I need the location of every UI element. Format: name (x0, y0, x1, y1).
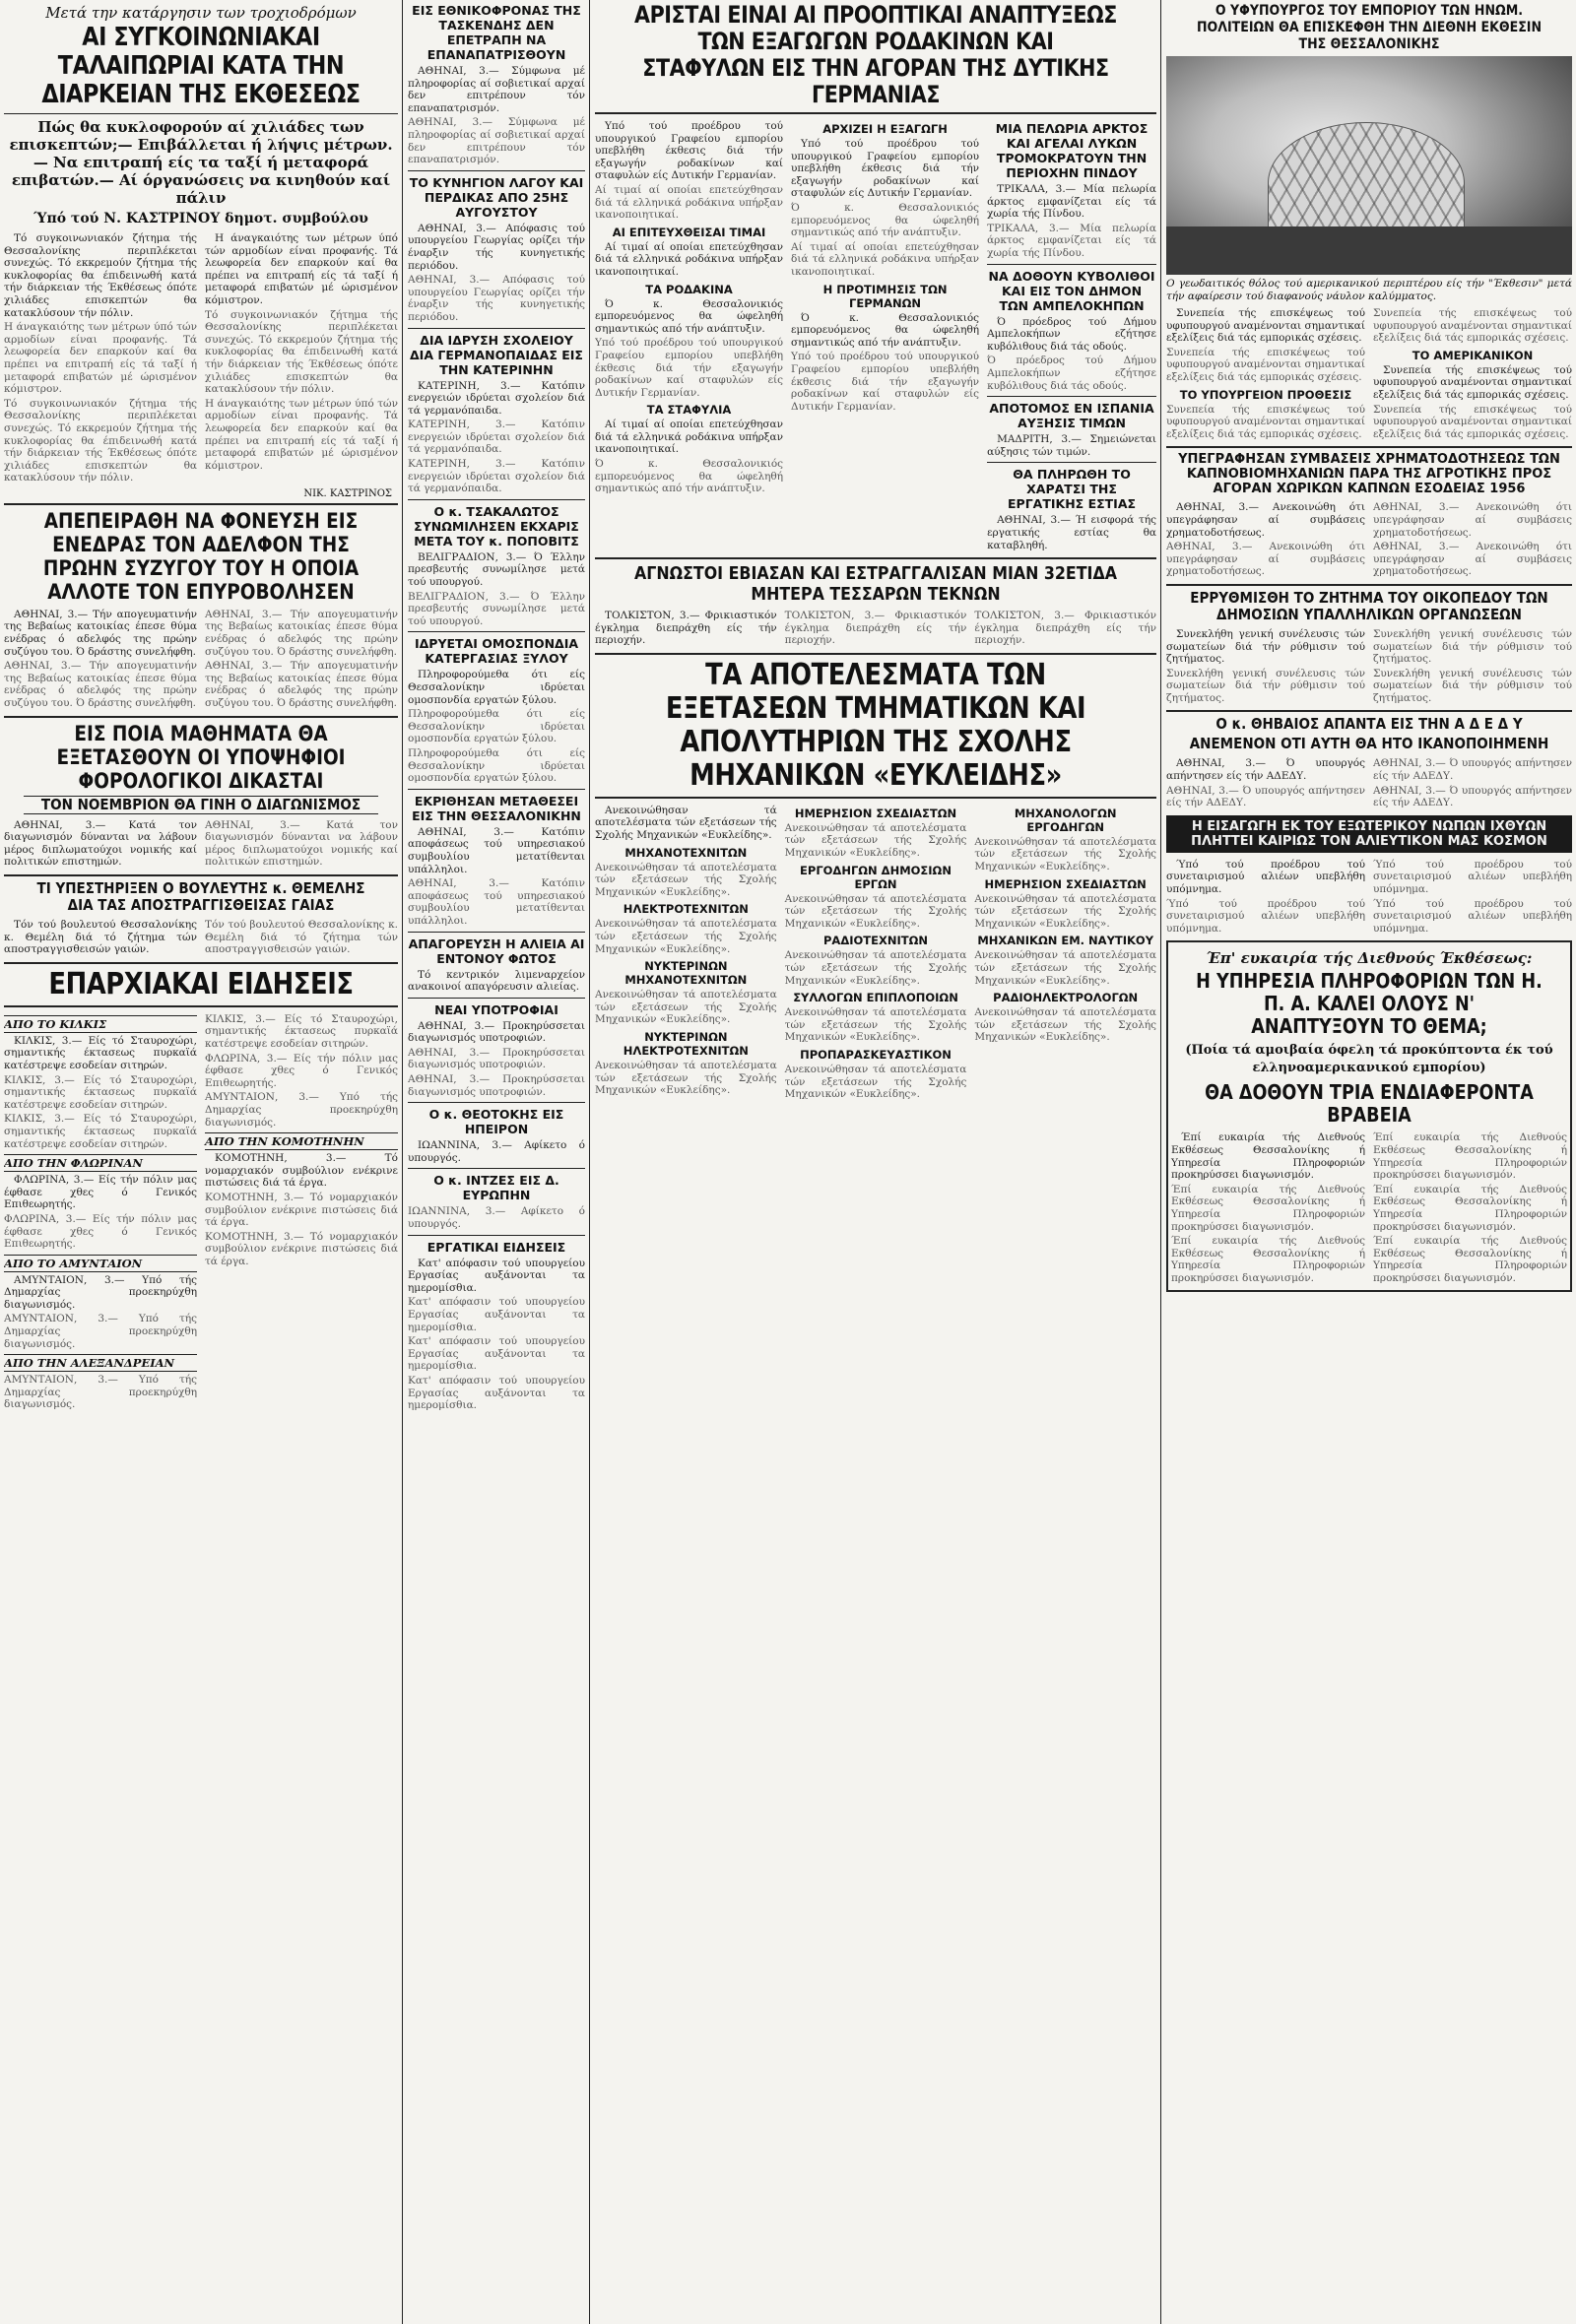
article-body (595, 118, 1156, 553)
divider (408, 789, 585, 790)
paragraph: Υπό τού προέδρου τού υπουργικού Γραφείου εμπορίου υπεβλήθη έκθεσις διά τήν εξαγωγήν ροδακίνων καί σταφυλών είς Δυτικήν Γερμανίαν. (595, 337, 784, 399)
divider (408, 1235, 585, 1236)
paragraph: ΦΛΩΡΙΝΑ, 3.— Είς τήν πόλιν μας έφθασε χθες ό Γενικός Επιθεωρητής. (4, 1174, 197, 1211)
paragraph: ΦΛΩΡΙΝΑ, 3.— Είς τήν πόλιν μας έφθασε χθες ό Γενικός Επιθεωρητής. (205, 1052, 398, 1089)
subheading: ΑΙ ΕΠΙΤΕΥΧΘΕΙΣΑΙ ΤΙΜΑΙ (612, 225, 766, 239)
paragraph: ΑΜΥΝΤΑΙΟΝ, 3.— Υπό τής Δημαρχίας προεκηρύχθη διαγωνισμός. (4, 1273, 197, 1311)
paragraph: ΑΘΗΝΑΙ, 3.— Τήν απογευματινήν της Βεβαίως κατοικίας έπεσε θύμα ενέδρας ό αδελφός της πρώην συζύγου του. Ό δράστης συνελήφθη. (4, 660, 197, 710)
divider (408, 328, 585, 329)
paragraph: Ό πρόεδρος τού Δήμου Αμπελοκήπων εζήτησε κυβόλιθους διά τάς οδούς. (987, 315, 1156, 353)
paragraph: Τό κεντρικόν λιμεναρχείον ανακοινοί απαγόρευσιν αλιείας. (408, 968, 585, 994)
paragraph: ΑΘΗΝΑΙ, 3.— Ό υπουργός απήντησεν είς τήν ΑΔΕΔΥ. (1166, 757, 1365, 783)
paragraph: ΑΘΗΝΑΙ, 3.— Κατά τον διαγωνισμόν δύνανται να λάβουν μέρος διπλωματούχοι νομικής καί πολιτικών επιστημών. (4, 818, 197, 869)
paragraph: ΚΑΤΕΡΙΝΗ, 3.— Κατόπιν ενεργειών ιδρύεται σχολείον διά τά γερμανόπαιδα. (408, 379, 585, 417)
paragraph: Η άναγκαιότης των μέτρων ύπό τών αρμοδίων είναι προφανής. Τά λεωφορεία δεν επαρκούν καί θα πρέπει να επιτραπή είς τά ταξί ή μεταφορά επιβατών μέ ώρισμένον κόμιστρον. (205, 232, 398, 306)
divider (408, 631, 585, 632)
paragraph: Ό κ. Θεσσαλονικιός εμπορευόμενος θα ώφεληθή σημαντικώς από τήν ανάπτυξιν. (791, 201, 980, 239)
paragraph: ΤΡΙΚΑΛΑ, 3.— Μία πελωρία άρκτος εμφανίζεται είς τά χωρία τής Πίνδου. (987, 222, 1156, 259)
paragraph: Ύπό τού προέδρου τού συνεταιρισμού αλιέων υπεβλήθη υπόμνημα. (1166, 897, 1365, 935)
paragraph: ΚΑΤΕΡΙΝΗ, 3.— Κατόπιν ενεργειών ιδρύεται σχολείον διά τά γερμανόπαιδα. (408, 419, 585, 456)
paragraph: ΦΛΩΡΙΝΑ, 3.— Είς τήν πόλιν μας έφθασε χθες ό Γενικός Επιθεωρητής. (4, 1212, 197, 1251)
headline: ΕΡΓΑΤΙΚΑΙ ΕΙΔΗΣΕΙΣ (427, 1239, 566, 1255)
paragraph: ΑΘΗΝΑΙ, 3.— Κατά τον διαγωνισμόν δύνανται να λάβουν μέρος διπλωματούχοι νομικής καί πολιτικών επιστημών. (205, 818, 398, 869)
headline: ΤΟ ΚΥΝΗΓΙΟΝ ΛΑΓΟΥ ΚΑΙ ΠΕΡΔΙΚΑΣ ΑΠΟ 25ΗΣ ΑΥΓΟΥΣΤΟΥ (409, 174, 584, 220)
section-label: ΑΠΟ ΤΟ ΚΙΛΚΙΣ (4, 1015, 197, 1033)
paragraph: ΒΕΛΙΓΡΑΔΙΟΝ, 3.— Ό Έλλην πρεσβευτής συνωμίλησε μετά τού υπουργού. (408, 550, 585, 589)
subheading: ΡΑΔΙΟΤΕΧΝΙΤΩΝ (823, 934, 928, 948)
paragraph: Έπί ευκαιρία τής Διεθνούς Εκθέσεως Θεσσαλονίκης ή Υπηρεσία Πληροφοριών προκηρύσσει διαγωνισμόν. (1171, 1131, 1365, 1182)
headline: Ο κ. ΘΗΒΑΙΟΣ ΑΠΑΝΤΑ ΕΙΣ ΤΗΝ Α Δ Ε Δ Υ (1215, 715, 1523, 734)
paragraph: ΤΡΙΚΑΛΑ, 3.— Μία πελωρία άρκτος εμφανίζεται είς τά χωρία τής Πίνδου. (987, 183, 1156, 221)
divider (1166, 584, 1572, 586)
divider (1166, 446, 1572, 448)
subheading: ΤΟ ΑΜΕΡΙΚΑΝΙΚΟΝ (1412, 348, 1534, 362)
headline-inverse: Η ΕΙΣΑΓΩΓΗ ΕΚ ΤΟΥ ΕΞΩΤΕΡΙΚΟΥ ΝΩΠΩΝ ΙΧΘΥΩΝ ΠΛΗΤΤΕΙ ΚΑΙΡΙΩΣ ΤΟΝ ΑΛΙΕΥΤΙΚΟΝ ΜΑΣ ΚΟΣΜΟΝ (1166, 815, 1572, 853)
paragraph: ΙΩΑΝΝΙΝΑ, 3.— Αφίκετο ό υπουργός. (408, 1205, 585, 1231)
column-rule (402, 0, 403, 2324)
article-body (1171, 1130, 1567, 1286)
paragraph: ΚΑΤΕΡΙΝΗ, 3.— Κατόπιν ενεργειών ιδρύεται σχολείον διά τά γερμανόπαιδα. (408, 458, 585, 495)
paragraph: ΑΘΗΝΑΙ, 3.— Τήν απογευματινήν της Βεβαίως κατοικίας έπεσε θύμα ενέδρας ό αδελφός της πρώην συζύγου του. Ό δράστης συνελήφθη. (205, 608, 398, 658)
article-body (1166, 305, 1572, 442)
subheadline: ΑΝΕΜΕΝΟΝ ΟΤΙ ΑΥΤΗ ΘΑ ΗΤΟ ΙΚΑΝΟΠΟΙΗΜΕΝΗ (1189, 735, 1549, 753)
divider (4, 1005, 398, 1007)
paragraph: Κατ' απόφασιν τού υπουργείου Εργασίας αυξάνονται τα ημερομίσθια. (408, 1374, 585, 1412)
paragraph: Έπί ευκαιρία τής Διεθνούς Εκθέσεως Θεσσαλονίκης ή Υπηρεσία Πληροφοριών προκηρύσσει διαγωνισμόν. (1373, 1131, 1567, 1182)
section-headline: ΕΠΑΡΧΙΑΚΑΙ ΕΙΔΗΣΕΙΣ (48, 966, 354, 1001)
paragraph: ΑΘΗΝΑΙ, 3.— Προκηρύσσεται διαγωνισμός υποτροφιών. (408, 1019, 585, 1045)
subheading: ΣΥΛΛΟΓΩΝ ΕΠΙΠΛΟΠΟΙΩΝ (793, 991, 958, 1005)
divider (4, 503, 398, 505)
paragraph: ΚΟΜΟΤΗΝΗ, 3.— Τό νομαρχιακόν συμβούλιον ενέκρινε πιστώσεις διά τά έργα. (205, 1191, 398, 1229)
paragraph: Ανεκοινώθησαν τά αποτελέσματα τών εξετάσεων τής Σχολής Μηχανικών «Ευκλείδης». (974, 1006, 1156, 1044)
paragraph: ΑΘΗΝΑΙ, 3.— Απόφασις τού υπουργείου Γεωργίας ορίζει τήν έναρξιν τής κυνηγετικής περιόδου. (408, 274, 585, 323)
divider (595, 112, 1156, 114)
paragraph: Ό κ. Θεσσαλονικιός εμπορευόμενος θα ώφεληθή σημαντικώς από τήν ανάπτυξιν. (595, 297, 784, 335)
paragraph: Συνεκλήθη γενική συνέλευσις τών σωματείων διά τήν ρύθμισιν τού ζητήματος. (1166, 627, 1365, 666)
paragraph: Αί τιμαί αί οποίαι επετεύχθησαν διά τά ελληνικά ροδάκινα υπήρξαν ικανοποιητικαί. (595, 240, 784, 278)
paragraph: Κατ' απόφασιν τού υπουργείου Εργασίας αυξάνονται τα ημερομίσθια. (408, 1335, 585, 1373)
article-body (4, 607, 398, 712)
paragraph: ΑΘΗΝΑΙ, 3.— Απόφασις τού υπουργείου Γεωργίας ορίζει τήν έναρξιν τής κυνηγετικής περιόδου. (408, 222, 585, 272)
paragraph: Ό κ. Θεσσαλονικιός εμπορευόμενος θα ώφεληθή σημαντικώς από τήν ανάπτυξιν. (595, 458, 784, 495)
paragraph: Αί τιμαί αί οποίαι επετεύχθησαν διά τά ελληνικά ροδάκινα υπήρξαν ικανοποιητικαί. (595, 419, 784, 456)
subheading: ΕΡΓΟΔΗΓΩΝ ΔΗΜΟΣΙΩΝ ΕΡΓΩΝ (800, 863, 952, 891)
section-label: ΑΠΟ ΤΗΝ ΦΛΩΡΙΝΑΝ (4, 1154, 197, 1172)
column-rule (1160, 0, 1161, 2324)
paragraph: Ανεκοινώθησαν τά αποτελέσματα τών εξετάσεων τής Σχολής Μηχανικών «Ευκλείδης». (595, 804, 777, 842)
divider (408, 932, 585, 933)
divider (595, 797, 1156, 799)
paragraph: ΑΘΗΝΑΙ, 3.— Ό υπουργός απήντησεν είς τήν ΑΔΕΔΥ. (1166, 784, 1365, 809)
paragraph: ΚΙΛΚΙΣ, 3.— Είς τό Σταυροχώρι, σημαντικής έκτασεως πυρκαϊά κατέστρεψε εσοδείαν σιτηρών. (4, 1034, 197, 1071)
paragraph: ΚΙΛΚΙΣ, 3.— Είς τό Σταυροχώρι, σημαντικής έκτασεως πυρκαϊά κατέστρεψε εσοδείαν σιτηρών. (4, 1113, 197, 1150)
section-label: ΑΠΟ ΤΗΝ ΚΟΜΟΤΗΝΗΝ (205, 1132, 398, 1150)
headline: Ο κ. ΤΣΑΚΑΛΩΤΟΣ ΣΥΝΩΜΙΛΗΣΕΝ ΕΚΧΑΡΙΣ ΜΕΤΑ ΤΟΥ κ. ΠΟΠΟΒΙΤΣ (414, 503, 579, 549)
headline: ΜΙΑ ΠΕΛΩΡΙΑ ΑΡΚΤΟΣ ΚΑΙ ΑΓΕΛΑΙ ΛΥΚΩΝ ΤΡΟΜΟΚΡΑΤΟΥΝ ΤΗΝ ΠΕΡΙΟΧΗΝ ΠΙΝΔΟΥ (995, 121, 1149, 180)
paragraph: ΤΟΛΚΙΣΤΟΝ, 3.— Φρικιαστικόν έγκλημα διεπράχθη είς τήν περιοχήν. (595, 610, 777, 647)
paragraph: Τόν τού βουλευτού Θεσσαλονίκης κ. Θεμέλη διά τό ζήτημα τών αποστραγγισθεισών γαιών. (205, 919, 398, 956)
column-5-6 (1166, 0, 1572, 2324)
paragraph: Κατ' απόφασιν τού υπουργείου Εργασίας αυξάνονται τα ημερομίσθια. (408, 1257, 585, 1294)
headline: Ο κ. ΙΝΤΖΕΣ ΕΙΣ Δ. ΕΥΡΩΠΗΝ (433, 1173, 559, 1203)
contest-box (1166, 940, 1572, 1291)
divider (1166, 710, 1572, 712)
signature: ΝΙΚ. ΚΑΣΤΡΙΝΟΣ (303, 487, 392, 499)
paragraph: Τόν τού βουλευτού Θεσσαλονίκης κ. Θεμέλη διά τό ζήτημα τών αποστραγγισθεισών γαιών. (4, 919, 197, 956)
paragraph: Έπί ευκαιρία τής Διεθνούς Εκθέσεως Θεσσαλονίκης ή Υπηρεσία Πληροφοριών προκηρύσσει διαγωνισμόν. (1171, 1183, 1365, 1233)
subheading: ΝΥΚΤΕΡΙΝΩΝ ΜΗΧΑΝΟΤΕΧΝΙΤΩΝ (624, 959, 748, 988)
paragraph: ΑΘΗΝΑΙ, 3.— Τήν απογευματινήν της Βεβαίως κατοικίας έπεσε θύμα ενέδρας ό αδελφός της πρώην συζύγου του. Ό δράστης συνελήφθη. (4, 608, 197, 658)
headline: Ο ΥΦΥΠΟΥΡΓΟΣ ΤΟΥ ΕΜΠΟΡΙΟΥ ΤΩΝ ΗΝΩΜ. ΠΟΛΙΤΕΙΩΝ ΘΑ ΕΠΙΣΚΕΦΘΗ ΤΗΝ ΔΙΕΘΝΗ ΕΚΘΕΣΙΝ ΤΗΣ ΘΕΣΣΑΛΟΝΙΚΗΣ (1196, 3, 1543, 52)
paragraph: Υπό τού προέδρου τού υπουργικού Γραφείου εμπορίου υπεβλήθη έκθεσις διά τήν εξαγωγήν ροδακίνων καί σταφυλών είς Δυτικήν Γερμανίαν. (791, 138, 980, 200)
headline: ΑΠΕΠΕΙΡΑΘΗ ΝΑ ΦΟΝΕΥΣΗ ΕΙΣ ΕΝΕΔΡΑΣ ΤΟΝ ΑΔΕΛΦΟΝ ΤΗΣ ΠΡΩΗΝ ΣΥΖΥΓΟΥ ΤΟΥ Η ΟΠΟΙΑ ΑΛΛΟΤΕ ΤΟΝ ΕΠΥΡΟΒΟΛΗΣΕΝ (42, 508, 360, 604)
paragraph: ΚΙΛΚΙΣ, 3.— Είς τό Σταυροχώρι, σημαντικής έκτασεως πυρκαϊά κατέστρεψε εσοδείαν σιτηρών. (4, 1073, 197, 1111)
divider (408, 1168, 585, 1169)
subheading: ΑΡΧΙΖΕΙ Η ΕΞΑΓΩΓΗ (822, 122, 948, 136)
subheading: ΜΗΧΑΝΟΛΟΓΩΝ ΕΡΓΟΔΗΓΩΝ (1014, 806, 1117, 834)
paragraph: Πληροφορούμεθα ότι είς Θεσσαλονίκην ιδρύεται ομοσπονδία εργατών ξύλου. (408, 746, 585, 785)
exam-results (595, 803, 1156, 1103)
article-body (595, 608, 1156, 649)
paragraph: ΑΜΥΝΤΑΙΟΝ, 3.— Υπό τής Δημαρχίας προεκηρύχθη διαγωνισμός. (4, 1374, 197, 1411)
paragraph: Τό συγκοινωνιακόν ζήτημα τής Θεσσαλονίκης περιπλέκεται συνεχώς. Τό εκκρεμούν ζήτημα τής κυκλοφορίας θα έπιδεινωθή κατά τήν διάρκειαν τής Έκθέσεως όπότε χιλιάδες επισκεπτών θα κατακλύσουν τήν πόλιν. (4, 397, 197, 484)
ground-shape (1166, 226, 1572, 275)
subheading: ΠΡΟΠΑΡΑΣΚΕΥΑΣΤΙΚΟΝ (800, 1048, 952, 1062)
divider (987, 396, 1156, 397)
subheading: ΝΥΚΤΕΡΙΝΩΝ ΗΛΕΚΤΡΟΤΕΧΝΙΤΩΝ (623, 1030, 749, 1058)
divider (408, 1102, 585, 1103)
dome-shape (1268, 122, 1465, 244)
lead-headline: ΑΡΙΣΤΑΙ ΕΙΝΑΙ ΑΙ ΠΡΟΟΠΤΙΚΑΙ ΑΝΑΠΤΥΞΕΩΣ ΤΩΝ ΕΞΑΓΩΓΩΝ ΡΟΔΑΚΙΝΩΝ ΚΑΙ ΣΤΑΦΥΛΩΝ ΕΙΣ ΤΗΝ ΑΓΟΡΑΝ ΤΗΣ ΔΥΤΙΚΗΣ ΓΕΡΜΑΝΙΑΣ (634, 1, 1117, 108)
headline: ΕΙΣ ΠΟΙΑ ΜΑΘΗΜΑΤΑ ΘΑ ΕΞΕΤΑΣΘΟΥΝ ΟΙ ΥΠΟΨΗΦΙΟΙ ΦΟΡΟΛΟΓΙΚΟΙ ΔΙΚΑΣΤΑΙ (56, 721, 346, 793)
subheading: ΗΜΕΡΗΣΙΟΝ ΣΧΕΔΙΑΣΤΩΝ (984, 876, 1147, 891)
headline: ΑΠΑΓΟΡΕΥΣΗ Η ΑΛΙΕΙΑ ΑΙ ΕΝΤΟΝΟΥ ΦΩΤΟΣ (408, 936, 585, 966)
paragraph: Ανεκοινώθησαν τά αποτελέσματα τών εξετάσεων τής Σχολής Μηχανικών «Ευκλείδης». (784, 1064, 967, 1101)
paragraph: Η άναγκαιότης των μέτρων ύπό τών αρμοδίων είναι προφανής. Τά λεωφορεία δεν επαρκούν καί θα πρέπει να επιτραπή είς τά ταξί ή μεταφορά επιβατών μέ ώρισμένον κόμιστρον. (205, 397, 398, 472)
headline: ΝΕΑΙ ΥΠΟΤΡΟΦΙΑΙ (434, 1001, 558, 1017)
divider (4, 874, 398, 876)
divider (595, 653, 1156, 655)
headline: ΑΠΟΤΟΜΟΣ ΕΝ ΙΣΠΑΝΙΑ ΑΥΞΗΣΙΣ ΤΙΜΩΝ (989, 401, 1154, 431)
paragraph: ΑΘΗΝΑΙ, 3.— Ό υπουργός απήντησεν είς τήν ΑΔΕΔΥ. (1373, 757, 1572, 783)
paragraph: Ανεκοινώθησαν τά αποτελέσματα τών εξετάσεων τής Σχολής Μηχανικών «Ευκλείδης». (784, 821, 967, 860)
kicker: Έπ' ευκαιρία τής Διεθνούς Έκθέσεως: (1206, 949, 1533, 968)
paragraph: Έπί ευκαιρία τής Διεθνούς Εκθέσεως Θεσσαλονίκης ή Υπηρεσία Πληροφοριών προκηρύσσει διαγωνισμόν. (1373, 1235, 1567, 1284)
headline: ΝΑ ΔΟΘΟΥΝ ΚΥΒΟΛΙΘΟΙ ΚΑΙ ΕΙΣ ΤΟΝ ΔΗΜΟΝ ΤΩΝ ΑΜΠΕΛΟΚΗΠΩΝ (988, 268, 1155, 313)
paragraph: Αί τιμαί αί οποίαι επετεύχθησαν διά τά ελληνικά ροδάκινα υπήρξαν ικανοποιητικαί. (791, 240, 980, 278)
column-1 (4, 0, 398, 2324)
paragraph: Συνεκλήθη γενική συνέλευσις τών σωματείων διά τήν ρύθμισιν τού ζητήματος. (1373, 667, 1572, 704)
article-body (4, 230, 398, 486)
paragraph: ΤΟΛΚΙΣΤΟΝ, 3.— Φρικιαστικόν έγκλημα διεπράχθη είς τήν περιοχήν. (974, 610, 1156, 647)
subheadline: ΤΟΝ ΝΟΕΜΒΡΙΟΝ ΘΑ ΓΙΝΗ Ο ΔΙΑΓΩΝΙΣΜΟΣ (24, 796, 378, 814)
paragraph: Ανεκοινώθησαν τά αποτελέσματα τών εξετάσεων τής Σχολής Μηχανικών «Ευκλείδης». (595, 1060, 777, 1097)
paragraph: ΑΘΗΝΑΙ, 3.— Προκηρύσσεται διαγωνισμός υποτροφιών. (408, 1073, 585, 1098)
kicker: Μετά την κατάργησιν των τροχιοδρόμων (45, 4, 357, 22)
divider (987, 264, 1156, 265)
subheading: Η ΠΡΟΤΙΜΗΣΙΣ ΤΩΝ ΓΕΡΜΑΝΩΝ (822, 282, 948, 310)
paragraph: Συνεκλήθη γενική συνέλευσις τών σωματείων διά τήν ρύθμισιν τού ζητήματος. (1166, 667, 1365, 704)
paragraph: Συνεπεία τής επισκέψεως τού υφυπουργού αναμένονται σημαντικαί εξελίξεις διά τάς εμπορικάς σχέσεις. (1166, 403, 1365, 440)
divider (595, 557, 1156, 559)
column-rule (589, 0, 590, 2324)
divider (987, 462, 1156, 463)
article-body (4, 817, 398, 871)
divider (408, 998, 585, 999)
paragraph: Τό συγκοινωνιακόν ζήτημα τής Θεσσαλονίκης περιπλέκεται συνεχώς. Τό εκκρεμούν ζήτημα τής κυκλοφορίας θα έπιδεινωθή κατά τήν διάρκειαν τής Έκθέσεως όπότε χιλιάδες επισκεπτών θα κατακλύσουν τήν πόλιν. (205, 308, 398, 396)
paragraph: Ύπό τού προέδρου τού συνεταιρισμού αλιέων υπεβλήθη υπόμνημα. (1373, 858, 1572, 896)
headline: ΑΓΝΩΣΤΟΙ ΕΒΙΑΣΑΝ ΚΑΙ ΕΣΤΡΑΓΓΑΛΙΣΑΝ ΜΙΑΝ 32ΕΤΙΔΑ ΜΗΤΕΡΑ ΤΕΣΣΑΡΩΝ ΤΕΚΝΩΝ (634, 563, 1117, 606)
divider (408, 170, 585, 171)
paragraph: ΤΟΛΚΙΣΤΟΝ, 3.— Φρικιαστικόν έγκλημα διεπράχθη είς τήν περιοχήν. (784, 610, 967, 647)
paragraph: Συνεπεία τής επισκέψεως τού υφυπουργού αναμένονται σημαντικαί εξελίξεις διά τάς εμπορικάς σχέσεις. (1373, 403, 1572, 440)
headline: Ο κ. ΘΕΟΤΟΚΗΣ ΕΙΣ ΗΠΕΙΡΟΝ (428, 1107, 564, 1137)
paragraph: Συνεπεία τής επισκέψεως τού υφυπουργού αναμένονται σημαντικαί εξελίξεις διά τάς εμπορικάς σχέσεις. (1166, 307, 1365, 345)
paragraph: Ανεκοινώθησαν τά αποτελέσματα τών εξετάσεων τής Σχολής Μηχανικών «Ευκλείδης». (784, 949, 967, 987)
subheading: ΤΑ ΡΟΔΑΚΙΝΑ (645, 282, 733, 296)
deck: Πώς θα κυκλοφορούν αί χιλιάδες των επισκεπτών;— Επιβάλλεται ή λήψις μέτρων.— Να επιτραπή είς τα ταξί ή μεταφορά επιβατών.— Αί όργανώσεις να κινηθούν καί πάλιν (9, 118, 393, 207)
subheading: ΡΑΔΙΟΗΛΕΚΤΡΟΛΟΓΩΝ (993, 991, 1139, 1005)
subheading: ΗΛΕΚΤΡΟΤΕΧΝΙΤΩΝ (623, 902, 749, 917)
headline: ΥΠΕΓΡΑΦΗΣΑΝ ΣΥΜΒΑΣΕΙΣ ΧΡΗΜΑΤΟΔΟΤΗΣΕΩΣ ΤΩΝ ΚΑΠΝΟΒΙΟΜΗΧΑΝΙΩΝ ΠΑΡΑ ΤΗΣ ΑΓΡΟΤΙΚΗΣ ΠΡΟΣ ΑΓΟΡΑΝ ΧΩΡΙΚΩΝ ΚΑΠΝΩΝ ΕΣΟΔΕΙΑΣ 1956 (1178, 452, 1560, 497)
paragraph: Πληροφορούμεθα ότι είς Θεσσαλονίκην ιδρύεται ομοσπονδία εργατών ξύλου. (408, 708, 585, 745)
deck: (Ποία τά αμοιβαία όφελη τά προκύπτοντα έκ τού ελληνοαμερικανικού εμπορίου) (1185, 1043, 1553, 1076)
paragraph: ΑΘΗΝΑΙ, 3.— Κατόπιν αποφάσεως τού υπηρεσιακού συμβουλίου μετατίθενται υπάλληλοι. (408, 877, 585, 927)
byline: Ύπό τού Ν. ΚΑΣΤΡΙΝΟΥ δημοτ. συμβούλου (33, 211, 368, 226)
paragraph: Ανεκοινώθησαν τά αποτελέσματα τών εξετάσεων τής Σχολής Μηχανικών «Ευκλείδης». (974, 949, 1156, 987)
photo-geodesic-dome (1166, 56, 1572, 275)
paragraph: ΑΜΥΝΤΑΙΟΝ, 3.— Υπό τής Δημαρχίας προεκηρύχθη διαγωνισμός. (4, 1313, 197, 1350)
paragraph: Έπί ευκαιρία τής Διεθνούς Εκθέσεως Θεσσαλονίκης ή Υπηρεσία Πληροφοριών προκηρύσσει διαγωνισμόν. (1373, 1183, 1567, 1233)
subheading: ΗΜΕΡΗΣΙΟΝ ΣΧΕΔΙΑΣΤΩΝ (794, 806, 957, 820)
paragraph: ΚΙΛΚΙΣ, 3.— Είς τό Σταυροχώρι, σημαντικής έκτασεως πυρκαϊά κατέστρεψε εσοδείαν σιτηρών. (205, 1012, 398, 1050)
subheading: ΤΟ ΥΠΟΥΡΓΕΙΟΝ ΠΡΟΘΕΣΙΣ (1179, 387, 1352, 402)
paragraph: ΚΟΜΟΤΗΝΗ, 3.— Τό νομαρχιακόν συμβούλιον ενέκρινε πιστώσεις διά τά έργα. (205, 1230, 398, 1267)
paragraph: Ανεκοινώθησαν τά αποτελέσματα τών εξετάσεων τής Σχολής Μηχανικών «Ευκλείδης». (974, 835, 1156, 873)
divider (4, 962, 398, 964)
paragraph: ΑΘΗΝΑΙ, 3.— Ανεκοινώθη ότι υπεγράφησαν αί συμβάσεις χρηματοδοτήσεως. (1373, 541, 1572, 578)
headline: ΕΚΡΙΘΗΣΑΝ ΜΕΤΑΘΕΣΕΙ ΕΙΣ ΤΗΝ ΘΕΣΣΑΛΟΝΙΚΗΝ (412, 793, 581, 823)
article-body (1166, 626, 1572, 707)
paragraph: ΑΘΗΝΑΙ, 3.— Ανεκοινώθη ότι υπεγράφησαν αί συμβάσεις χρηματοδοτήσεως. (1166, 501, 1365, 539)
subheading: ΜΗΧΑΝΟΤΕΧΝΙΤΩΝ (624, 845, 748, 860)
photo-caption: Ο γεωδαιτικός θόλος τού αμερικανικού περιπτέρου είς τήν "Έκθεσιν" μετά τήν αφαίρεσιν τού διαφανούς νάυλον καλύμματος. (1166, 278, 1572, 302)
headline: ΤΙ ΥΠΕΣΤΗΡΙΞΕΝ Ο ΒΟΥΛΕΥΤΗΣ κ. ΘΕΜΕΛΗΣ ΔΙΑ ΤΑΣ ΑΠΟΣΤΡΑΓΓΙΣΘΕΙΣΑΣ ΓΑΙΑΣ (36, 879, 365, 914)
divider (4, 716, 398, 718)
paragraph: Συνεκλήθη γενική συνέλευσις τών σωματείων διά τήν ρύθμισιν τού ζητήματος. (1373, 627, 1572, 666)
paragraph: ΑΘΗΝΑΙ, 3.— Προκηρύσσεται διαγωνισμός υποτροφιών. (408, 1046, 585, 1071)
paragraph: ΑΘΗΝΑΙ, 3.— Ό υπουργός απήντησεν είς τήν ΑΔΕΔΥ. (1373, 784, 1572, 809)
paragraph: Συνεπεία τής επισκέψεως τού υφυπουργού αναμένονται σημαντικαί εξελίξεις διά τάς εμπορικάς σχέσεις. (1373, 307, 1572, 345)
paragraph: ΚΟΜΟΤΗΝΗ, 3.— Τό νομαρχιακόν συμβούλιον ενέκρινε πιστώσεις διά τά έργα. (205, 1152, 398, 1190)
paragraph: Συνεπεία τής επισκέψεως τού υφυπουργού αναμένονται σημαντικαί εξελίξεις διά τάς εμπορικάς σχέσεις. (1166, 346, 1365, 383)
paragraph: Ανεκοινώθησαν τά αποτελέσματα τών εξετάσεων τής Σχολής Μηχανικών «Ευκλείδης». (595, 989, 777, 1026)
paragraph: Ανεκοινώθησαν τά αποτελέσματα τών εξετάσεων τής Σχολής Μηχανικών «Ευκλείδης». (974, 892, 1156, 930)
paragraph: ΑΘΗΝΑΙ, 3.— Σύμφωνα μέ πληροφορίας αί σοβιετικαί αρχαί δεν επιτρέπουν τόν επαναπατρισμόν. (408, 65, 585, 114)
headline: ΕΡΡΥΘΜΙΣΘΗ ΤΟ ΖΗΤΗΜΑ ΤΟΥ ΟΙΚΟΠΕΔΟΥ ΤΩΝ ΔΗΜΟΣΙΩΝ ΥΠΑΛΛΗΛΙΚΩΝ ΟΡΓΑΝΩΣΕΩΝ (1190, 588, 1548, 623)
paragraph: ΜΑΔΡΙΤΗ, 3.— Σημειώνεται αύξησις τών τιμών. (987, 433, 1156, 458)
section-label: ΑΠΟ ΤΟ ΑΜΥΝΤΑΙΟΝ (4, 1255, 197, 1272)
paragraph: Ύπό τού προέδρου τού συνεταιρισμού αλιέων υπεβλήθη υπόμνημα. (1166, 858, 1365, 896)
paragraph: Υπό τού προέδρου τού υπουργικού Γραφείου εμπορίου υπεβλήθη έκθεσις διά τήν εξαγωγήν ροδακίνων καί σταφυλών είς Δυτικήν Γερμανίαν. (595, 120, 784, 182)
paragraph: Κατ' απόφασιν τού υπουργείου Εργασίας αυξάνονται τα ημερομίσθια. (408, 1296, 585, 1333)
paragraph: Ό πρόεδρος τού Δήμου Αμπελοκήπων εζήτησε κυβόλιθους διά τάς οδούς. (987, 355, 1156, 392)
paragraph: Ύπό τού προέδρου τού συνεταιρισμού αλιέων υπεβλήθη υπόμνημα. (1373, 897, 1572, 935)
paragraph: ΙΩΑΝΝΙΝΑ, 3.— Αφίκετο ό υπουργός. (408, 1139, 585, 1164)
paragraph: Πληροφορούμεθα ότι είς Θεσσαλονίκην ιδρύεται ομοσπονδία εργατών ξύλου. (408, 669, 585, 706)
paragraph: Έπί ευκαιρία τής Διεθνούς Εκθέσεως Θεσσαλονίκης ή Υπηρεσία Πληροφοριών προκηρύσσει διαγωνισμόν. (1171, 1235, 1365, 1284)
paragraph: ΑΘΗΝΑΙ, 3.— Ανεκοινώθη ότι υπεγράφησαν αί συμβάσεις χρηματοδοτήσεως. (1373, 501, 1572, 539)
provincial-news (4, 1011, 398, 1413)
paragraph: Υπό τού προέδρου τού υπουργικού Γραφείου εμπορίου υπεβλήθη έκθεσις διά τήν εξαγωγήν ροδακίνων καί σταφυλών είς Δυτικήν Γερμανίαν. (791, 351, 980, 413)
headline: ΔΙΑ ΙΔΡΥΣΗ ΣΧΟΛΕΙΟΥ ΔΙΑ ΓΕΡΜΑΝΟΠΑΙΔΑΣ ΕΙΣ ΤΗΝ ΚΑΤΕΡΙΝΗΝ (410, 332, 583, 377)
paragraph: Η άναγκαιότης των μέτρων ύπό τών αρμοδίων είναι προφανής. Τά λεωφορεία δεν επαρκούν καί θα πρέπει να επιτραπή είς τά ταξί ή μεταφορά επιβατών μέ ώρισμένον κόμιστρον. (4, 321, 197, 396)
paragraph: ΑΘΗΝΑΙ, 3.— Τήν απογευματινήν της Βεβαίως κατοικίας έπεσε θύμα ενέδρας ό αδελφός της πρώην συζύγου του. Ό δράστης συνελήφθη. (205, 660, 398, 710)
paragraph: Συνεπεία τής επισκέψεως τού υφυπουργού αναμένονται σημαντικαί εξελίξεις διά τάς εμπορικάς σχέσεις. (1373, 363, 1572, 401)
paragraph: ΒΕΛΙΓΡΑΔΙΟΝ, 3.— Ό Έλλην πρεσβευτής συνωμίλησε μετά τού υπουργού. (408, 590, 585, 627)
paragraph: Αί τιμαί αί οποίαι επετεύχθησαν διά τά ελληνικά ροδάκινα υπήρξαν ικανοποιητικαί. (595, 183, 784, 222)
paragraph: ΑΘΗΝΑΙ, 3.— Ανεκοινώθη ότι υπεγράφησαν αί συμβάσεις χρηματοδοτήσεως. (1166, 541, 1365, 578)
lead-headline: ΑΙ ΣΥΓΚΟΙΝΩΝΙΑΚΑΙ ΤΑΛΑΙΠΩΡΙΑΙ ΚΑΤΑ ΤΗΝ ΔΙΑΡΚΕΙΑΝ ΤΗΣ ΕΚΘΕΣΕΩΣ (41, 23, 361, 109)
paragraph: ΑΜΥΝΤΑΙΟΝ, 3.— Υπό τής Δημαρχίας προεκηρύχθη διαγωνισμός. (205, 1091, 398, 1129)
column-2 (408, 0, 585, 2324)
article-body (4, 917, 398, 958)
headline: ΤΑ ΑΠΟΤΕΛΕΣΜΑΤΑ ΤΩΝ ΕΞΕΤΑΣΕΩΝ ΤΜΗΜΑΤΙΚΩΝ ΚΑΙ ΑΠΟΛΥΤΗΡΙΩΝ ΤΗΣ ΣΧΟΛΗΣ ΜΗΧΑΝΙΚΩΝ «ΕΥΚΛΕΙΔΗΣ» (665, 657, 1086, 793)
divider (408, 499, 585, 500)
paragraph: ΑΘΗΝΑΙ, 3.— Κατόπιν αποφάσεως τού υπηρεσιακού συμβουλίου μετατίθενται υπάλληλοι. (408, 825, 585, 875)
subheading: ΤΑ ΣΤΑΦΥΛΙΑ (646, 403, 732, 418)
headline: ΘΑ ΠΛΗΡΩΘΗ ΤΟ ΧΑΡΑΤΣΙ ΤΗΣ ΕΡΓΑΤΙΚΗΣ ΕΣΤΙΑΣ (1008, 467, 1137, 512)
paragraph: Ανεκοινώθησαν τά αποτελέσματα τών εξετάσεων τής Σχολής Μηχανικών «Ευκλείδης». (784, 1006, 967, 1044)
column-3-4 (595, 0, 1156, 2324)
headline: ΕΙΣ ΕΘΝΙΚΟΦΡΟΝΑΣ ΤΗΣ ΤΑΣΚΕΝΔΗΣ ΔΕΝ ΕΠΕΤΡΑΠΗ ΝΑ ΕΠΑΝΑΠΑΤΡΙΣΘΟΥΝ (412, 3, 581, 62)
headline: ΘΑ ΔΟΘΟΥΝ ΤΡΙΑ ΕΝΔΙΑΦΕΡΟΝΤΑ ΒΡΑΒΕΙΑ (1205, 1080, 1534, 1128)
headline: Η ΥΠΗΡΕΣΙΑ ΠΛΗΡΟΦΟΡΙΩΝ ΤΩΝ Η. Π. Α. ΚΑΛΕΙ ΟΛΟΥΣ Ν' ΑΝΑΠΤΥΞΟΥΝ ΤΟ ΘΕΜΑ; (1196, 969, 1543, 1039)
headline: ΙΔΡΥΕΤΑΙ ΟΜΟΣΠΟΝΔΙΑ ΚΑΤΕΡΓΑΣΙΑΣ ΞΥΛΟΥ (414, 636, 579, 667)
paragraph: ΑΘΗΝΑΙ, 3.— Ή εισφορά τής εργατικής εστίας θα καταβληθή. (987, 514, 1156, 551)
paragraph: Ανεκοινώθησαν τά αποτελέσματα τών εξετάσεων τής Σχολής Μηχανικών «Ευκλείδης». (595, 918, 777, 955)
paragraph: Τό συγκοινωνιακόν ζήτημα τής Θεσσαλονίκης περιπλέκεται συνεχώς. Τό εκκρεμούν ζήτημα τής κυκλοφορίας θα έπιδεινωθή κατά τήν διάρκειαν τής Έκθέσεως όπότε χιλιάδες επισκεπτών θα κατακλύσουν τήν πόλιν. (4, 232, 197, 319)
article-body (1166, 499, 1572, 580)
subheading: ΜΗΧΑΝΙΚΩΝ ΕΜ. ΝΑΥΤΙΚΟΥ (977, 934, 1154, 948)
paragraph: Ανεκοινώθησαν τά αποτελέσματα τών εξετάσεων τής Σχολής Μηχανικών «Ευκλείδης». (784, 892, 967, 930)
divider (4, 113, 398, 114)
paragraph: Ό κ. Θεσσαλονικιός εμπορευόμενος θα ώφεληθή σημαντικώς από τήν ανάπτυξιν. (791, 311, 980, 349)
article-body (1166, 755, 1572, 810)
article-body (1166, 857, 1572, 937)
paragraph: ΑΘΗΝΑΙ, 3.— Σύμφωνα μέ πληροφορίας αί σοβιετικαί αρχαί δεν επιτρέπουν τόν επαναπατρισμόν. (408, 116, 585, 166)
paragraph: Ανεκοινώθησαν τά αποτελέσματα τών εξετάσεων τής Σχολής Μηχανικών «Ευκλείδης». (595, 861, 777, 898)
section-label: ΑΠΟ ΤΗΝ ΑΛΕΞΑΝΔΡΕΙΑΝ (4, 1354, 197, 1372)
